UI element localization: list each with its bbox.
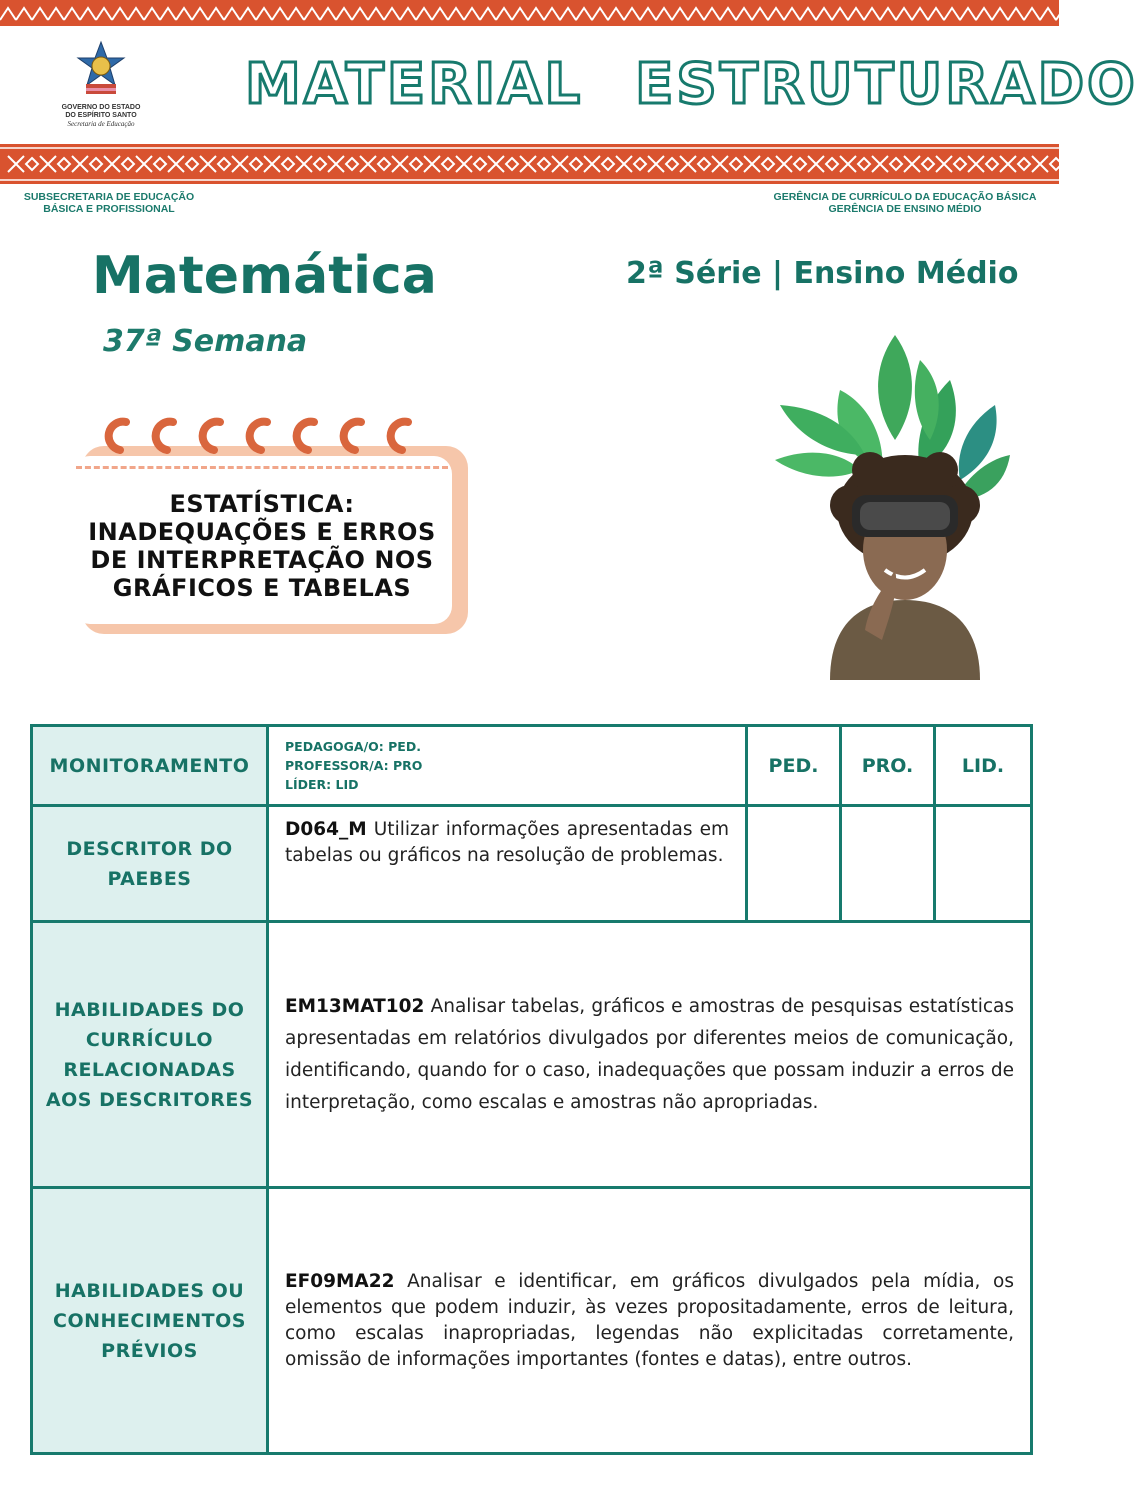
topic-title [74,490,450,602]
logo-line-2: DO ESPÍRITO SANTO [65,112,137,119]
state-logo [58,40,144,128]
role-pedagoga: PEDAGOGA/O: PED. [285,739,421,754]
gerencia-line-1: GERÊNCIA DE CURRÍCULO DA EDUCAÇÃO BÁSICA [773,191,1037,203]
logo-subtitle: Secretaria de Educação [67,120,135,128]
vr-person-illustration [770,330,1020,680]
gerencia-caption [760,191,1050,215]
table-row-monitoramento [32,726,1032,806]
subsecretaria-line-1: SUBSECRETARIA DE EDUCAÇÃO [23,191,195,203]
subsecretaria-caption [14,191,204,215]
banner-title [245,52,1138,117]
topic-line-1: ESTATÍSTICA: [169,490,355,518]
hab-curriculo-line-2: CURRÍCULO [85,1028,214,1051]
descritor-text [268,806,747,922]
banner-word-2: ESTRUTURADO [635,52,1138,117]
table-row-descritor [32,806,1032,922]
topic-line-3: DE INTERPRETAÇÃO NOS [90,546,434,574]
role-lider: LÍDER: LID [285,777,359,792]
monitoring-table [30,724,1033,1455]
topic-line-4: GRÁFICOS E TABELAS [112,574,412,602]
hab-previas-line-2: CONHECIMENTOS [53,1309,246,1332]
descritor-code: D064_M [285,819,367,840]
hab-previas-description: Analisar e identificar, em gráficos divulgados pela mídia, os elementos que podem induzir, às vezes propositadamente, erros de leitura, como escalas inapropriadas, legendas não explicitadas corretamente, omissão de informações importantes (fontes e datas), entre outros. [285,1270,1014,1370]
hab-previas-line-3: PRÉVIOS [101,1339,198,1362]
habilidades-previas-label [32,1188,268,1454]
table-row-habilidades-previas [32,1188,1032,1454]
roles-cell [268,726,747,806]
coat-of-arms-icon [74,40,128,98]
check-cell-ped[interactable] [747,806,841,922]
descritor-label [32,806,268,922]
subsecretaria-line-2: BÁSICA E PROFISSIONAL [43,203,175,215]
topic-line-2: INADEQUAÇÕES E ERROS [88,518,436,546]
role-professor: PROFESSOR/A: PRO [285,758,423,773]
hab-curriculo-line-4: AOS DESCRITORES [45,1088,254,1111]
hab-curriculo-code: EM13MAT102 [285,995,425,1017]
habilidades-curriculo-text [268,922,1032,1188]
spiral-rings-icon [100,410,430,460]
column-ped: PED. [747,726,841,806]
week-label: 37ª Semana [103,324,308,359]
hab-curriculo-line-3: RELACIONADAS [63,1058,236,1081]
check-cell-pro[interactable] [841,806,935,922]
habilidades-curriculo-label [32,922,268,1188]
gerencia-line-2: GERÊNCIA DE ENSINO MÉDIO [828,203,982,215]
column-pro: PRO. [841,726,935,806]
monitoramento-label: MONITORAMENTO [32,726,268,806]
hab-previas-line-1: HABILIDADES OU [54,1279,245,1302]
hab-curriculo-line-1: HABILIDADES DO [54,998,245,1021]
grade-label: 2ª Série | Ensino Médio [626,256,1019,291]
hab-previas-code: EF09MA22 [285,1270,395,1292]
descritor-label-line-1: DESCRITOR DO [66,837,233,860]
card-dashed-line [76,466,448,469]
check-cell-lid[interactable] [935,806,1032,922]
hab-curriculo-description: Analisar tabelas, gráficos e amostras de pesquisas estatísticas apresentadas em relatórios divulgados por diferentes meios de comunicação, identificando, quando for o caso, inadequações que possam induzir a erros de interpretação, como escalas e amostras não apropriadas. [285,995,1014,1113]
table-row-habilidades-curriculo [32,922,1032,1188]
top-decorative-band [0,0,1059,26]
column-lid: LID. [935,726,1032,806]
habilidades-previas-text [268,1188,1032,1454]
descritor-description: Utilizar informações apresentadas em tabelas ou gráficos na resolução de problemas. [285,819,729,866]
logo-line-1: GOVERNO DO ESTADO [61,104,141,111]
banner-word-1: MATERIAL [245,52,584,117]
subject-title: Matemática [92,246,437,306]
descritor-label-line-2: PAEBES [107,867,192,890]
middle-decorative-band [0,144,1059,184]
